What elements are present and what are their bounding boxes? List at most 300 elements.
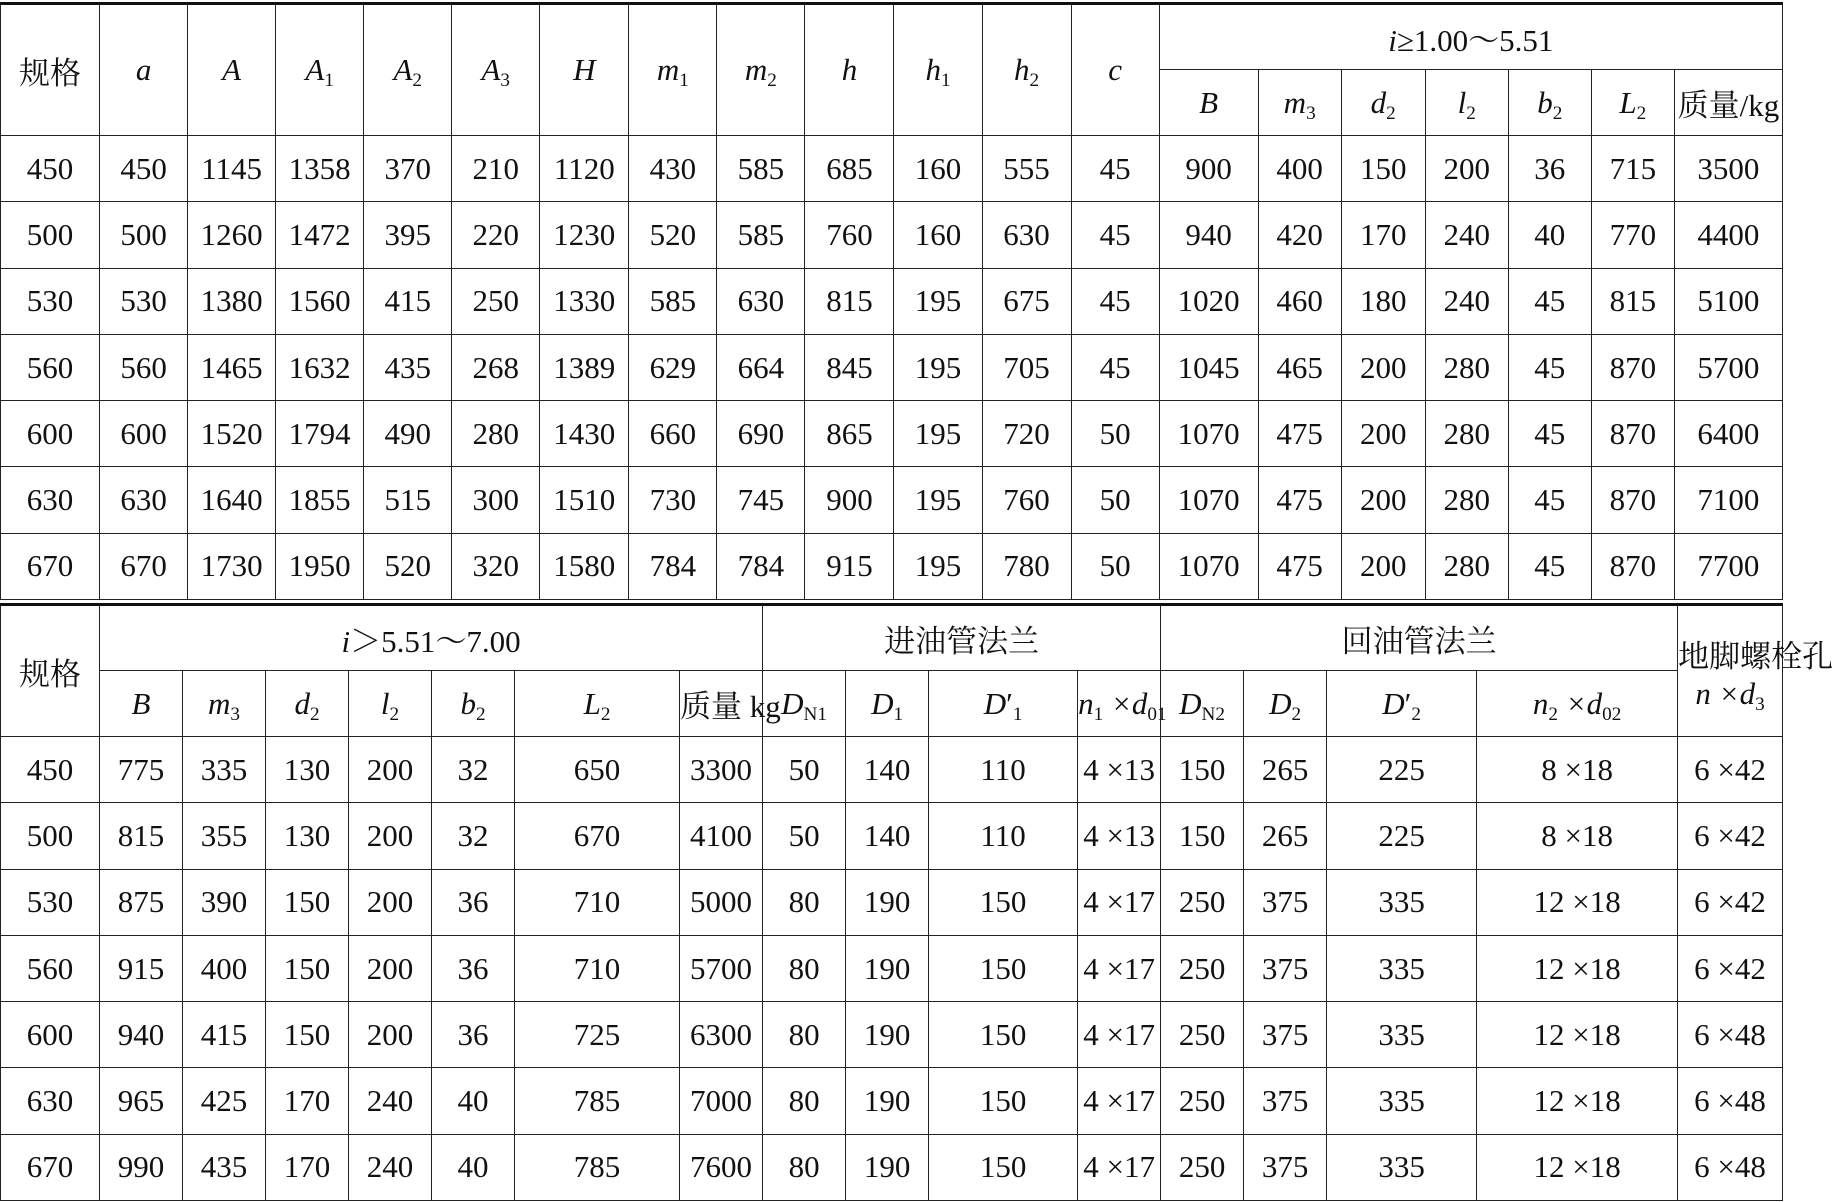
bottom-table-cell: 4 ×13 <box>1078 737 1161 803</box>
top-table-cell: 240 <box>1425 268 1508 334</box>
bottom-table-cell: 4 ×13 <box>1078 803 1161 869</box>
col-header-h2: $h_2$ <box>982 4 1071 136</box>
top-table-cell: 760 <box>805 202 894 268</box>
top-table-cell: 600 <box>1 401 100 467</box>
top-table-cell: 1632 <box>276 334 364 400</box>
top-table-cell: 630 <box>100 467 188 533</box>
top-table-cell: 760 <box>982 467 1071 533</box>
bottom-table-cell: 335 <box>1327 1068 1477 1134</box>
top-table-cell: 1794 <box>276 401 364 467</box>
bottom-table-cell: 600 <box>1 1002 100 1068</box>
top-table-cell: 520 <box>629 202 717 268</box>
top-table-cell: 555 <box>982 136 1071 202</box>
top-table-cell: 45 <box>1071 136 1159 202</box>
top-table-cell: 715 <box>1591 136 1674 202</box>
top-table-cell: 300 <box>452 467 540 533</box>
bottom-table-cell: 190 <box>846 935 929 1001</box>
bottom-table-cell: 240 <box>349 1134 432 1200</box>
top-table-cell: 500 <box>100 202 188 268</box>
bottom-table-cell: 4100 <box>680 803 763 869</box>
top-table-cell: 45 <box>1071 334 1159 400</box>
top-table-cell: 280 <box>1425 401 1508 467</box>
bottom-table-row <box>1 935 1783 1001</box>
top-table-row <box>1 467 1783 533</box>
top-table-cell: 170 <box>1341 202 1425 268</box>
bottom-table-cell: 200 <box>349 737 432 803</box>
bottom-table-cell: 80 <box>763 1002 846 1068</box>
top-table-cell: 50 <box>1071 401 1159 467</box>
bottom-table-cell: 415 <box>183 1002 266 1068</box>
bottom-table-cell: 40 <box>432 1134 515 1200</box>
top-table-cell: 7700 <box>1674 533 1782 599</box>
top-table-cell: 3500 <box>1674 136 1782 202</box>
sub-header-m3: $m_3$ <box>1258 70 1341 136</box>
bottom-table-cell: 6 ×42 <box>1678 737 1783 803</box>
bottom-table-cell: 200 <box>349 1002 432 1068</box>
top-table-cell: 430 <box>629 136 717 202</box>
top-table-cell: 1855 <box>276 467 364 533</box>
bottom-table-cell: 375 <box>1244 1002 1327 1068</box>
bottom-table-cell: 140 <box>846 737 929 803</box>
sub-header-d2-bottom: $d_2$ <box>266 671 349 737</box>
bottom-table-cell: 240 <box>349 1068 432 1134</box>
spec-table-bottom <box>0 603 1833 1201</box>
top-table-cell: 370 <box>364 136 452 202</box>
top-table-cell: 745 <box>717 467 805 533</box>
bottom-table-cell: 150 <box>929 1068 1078 1134</box>
bottom-table-cell: 4 ×17 <box>1078 1002 1161 1068</box>
top-table-cell: 560 <box>1 334 100 400</box>
bottom-table-cell: 80 <box>763 1134 846 1200</box>
bottom-table-cell: 335 <box>1327 935 1477 1001</box>
top-table-cell: 600 <box>100 401 188 467</box>
bottom-table-cell: 335 <box>1327 1002 1477 1068</box>
sub-header-m3-bottom: $m_3$ <box>183 671 266 737</box>
bottom-table-cell: 150 <box>266 1002 349 1068</box>
top-table-cell: 40 <box>1508 202 1591 268</box>
top-table-cell: 500 <box>1 202 100 268</box>
top-table-cell: 629 <box>629 334 717 400</box>
bottom-table-cell: 425 <box>183 1068 266 1134</box>
top-table-cell: 530 <box>100 268 188 334</box>
top-table-cell: 395 <box>364 202 452 268</box>
bottom-table-cell: 530 <box>1 869 100 935</box>
sub-header-b2: $b_2$ <box>1508 70 1591 136</box>
bottom-table-cell: 355 <box>183 803 266 869</box>
top-table-cell: 4400 <box>1674 202 1782 268</box>
bottom-table-cell: 250 <box>1161 1134 1244 1200</box>
bottom-table-cell: 150 <box>266 869 349 935</box>
bottom-table-cell: 375 <box>1244 1134 1327 1200</box>
top-table-cell: 685 <box>805 136 894 202</box>
bottom-table-cell: 150 <box>266 935 349 1001</box>
bottom-table-cell: 965 <box>100 1068 183 1134</box>
top-table-cell: 1560 <box>276 268 364 334</box>
top-table-cell: 815 <box>1591 268 1674 334</box>
sub-header-d2: $d_2$ <box>1341 70 1425 136</box>
top-table-cell: 320 <box>452 533 540 599</box>
top-table-cell: 45 <box>1071 202 1159 268</box>
top-table-cell: 400 <box>1258 136 1341 202</box>
top-table-cell: 160 <box>894 136 982 202</box>
top-table-cell: 515 <box>364 467 452 533</box>
group-header-ratio-high: i＞5.51～7.00 <box>100 605 763 671</box>
bottom-table-cell: 250 <box>1161 1002 1244 1068</box>
col-header-c: c <box>1071 4 1159 136</box>
bottom-table-cell: 130 <box>266 803 349 869</box>
sub-header-D2-prime: $D'_2$ <box>1327 671 1477 737</box>
bottom-table-cell: 200 <box>349 935 432 1001</box>
sub-header-b2-bottom: $b_2$ <box>432 671 515 737</box>
top-table-cell: 1358 <box>276 136 364 202</box>
top-table-cell: 940 <box>1159 202 1258 268</box>
bottom-table-cell: 170 <box>266 1068 349 1134</box>
bottom-table-cell: 915 <box>100 935 183 1001</box>
top-table-cell: 415 <box>364 268 452 334</box>
bottom-table-cell: 190 <box>846 1002 929 1068</box>
spec-header-bottom: 规格 <box>1 605 100 737</box>
col-header-m2: $m_2$ <box>717 4 805 136</box>
bottom-table-cell: 80 <box>763 1068 846 1134</box>
bottom-table-cell: 650 <box>515 737 680 803</box>
bottom-table-cell: 390 <box>183 869 266 935</box>
top-table-cell: 200 <box>1341 467 1425 533</box>
bottom-table-cell: 12 ×18 <box>1477 1002 1678 1068</box>
top-table-cell: 195 <box>894 533 982 599</box>
top-table-cell: 1145 <box>188 136 276 202</box>
bottom-table-cell: 630 <box>1 1068 100 1134</box>
top-table-cell: 195 <box>894 467 982 533</box>
bottom-table-cell: 36 <box>432 1002 515 1068</box>
top-table-cell: 1389 <box>540 334 629 400</box>
sub-header-D1: $D_1$ <box>846 671 929 737</box>
anchor-bolt-label: 地脚螺栓孔 <box>1678 638 1833 674</box>
top-table-cell: 630 <box>717 268 805 334</box>
top-table-cell: 915 <box>805 533 894 599</box>
bottom-table-cell: 200 <box>349 869 432 935</box>
top-table-cell: 664 <box>717 334 805 400</box>
top-table-cell: 200 <box>1341 334 1425 400</box>
spec-table-top <box>0 2 1783 600</box>
top-table-cell: 1070 <box>1159 467 1258 533</box>
top-table-cell: 475 <box>1258 533 1341 599</box>
group-header-return-flange: 回油管法兰 <box>1161 605 1678 671</box>
bottom-table-cell: 875 <box>100 869 183 935</box>
top-table-cell: 1380 <box>188 268 276 334</box>
top-table-cell: 36 <box>1508 136 1591 202</box>
bottom-table-cell: 785 <box>515 1068 680 1134</box>
bottom-table-cell: 710 <box>515 935 680 1001</box>
bottom-table-cell: 80 <box>763 869 846 935</box>
bottom-table-cell: 12 ×18 <box>1477 935 1678 1001</box>
bottom-table-cell: 110 <box>929 737 1078 803</box>
top-table-cell: 1730 <box>188 533 276 599</box>
bottom-table-cell: 6 ×42 <box>1678 935 1783 1001</box>
top-table-cell: 200 <box>1341 533 1425 599</box>
top-table-cell: 450 <box>1 136 100 202</box>
top-table-cell: 660 <box>629 401 717 467</box>
top-table-cell: 280 <box>1425 467 1508 533</box>
top-table-cell: 5700 <box>1674 334 1782 400</box>
bottom-table-cell: 150 <box>929 869 1078 935</box>
bottom-table-cell: 3300 <box>680 737 763 803</box>
bottom-table-cell: 710 <box>515 869 680 935</box>
bottom-table-cell: 150 <box>1161 737 1244 803</box>
top-table-cell: 475 <box>1258 467 1341 533</box>
top-table-row <box>1 334 1783 400</box>
top-table-cell: 900 <box>805 467 894 533</box>
bottom-table-cell: 40 <box>432 1068 515 1134</box>
sub-header-n1-d01: $n_1 \times d_{01}$ <box>1078 671 1161 737</box>
bottom-table-cell: 725 <box>515 1002 680 1068</box>
top-table-cell: 240 <box>1425 202 1508 268</box>
col-header-A1: $A_1$ <box>276 4 364 136</box>
top-table-cell: 670 <box>100 533 188 599</box>
sub-header-L2: $L_2$ <box>1591 70 1674 136</box>
top-table-cell: 45 <box>1508 533 1591 599</box>
bottom-table-cell: 250 <box>1161 935 1244 1001</box>
bottom-table-cell: 8 ×18 <box>1477 803 1678 869</box>
bottom-table-cell: 150 <box>1161 803 1244 869</box>
bottom-table-cell: 940 <box>100 1002 183 1068</box>
bottom-table-cell: 190 <box>846 1068 929 1134</box>
bottom-table-cell: 815 <box>100 803 183 869</box>
top-table-cell: 250 <box>452 268 540 334</box>
bottom-table-cell: 400 <box>183 935 266 1001</box>
bottom-table-cell: 7000 <box>680 1068 763 1134</box>
top-table-cell: 845 <box>805 334 894 400</box>
top-table-cell: 1045 <box>1159 334 1258 400</box>
bottom-table-cell: 775 <box>100 737 183 803</box>
top-table-cell: 900 <box>1159 136 1258 202</box>
bottom-table-cell: 6 ×42 <box>1678 869 1783 935</box>
sub-header-DN2: $D_{N2}$ <box>1161 671 1244 737</box>
top-table-cell: 630 <box>982 202 1071 268</box>
top-table-cell: 45 <box>1508 467 1591 533</box>
top-table-cell: 730 <box>629 467 717 533</box>
bottom-table-cell: 265 <box>1244 803 1327 869</box>
bottom-table-cell: 6 ×42 <box>1678 803 1783 869</box>
bottom-table-cell: 130 <box>266 737 349 803</box>
bottom-table-cell: 450 <box>1 737 100 803</box>
top-table-cell: 780 <box>982 533 1071 599</box>
bottom-table-row <box>1 737 1783 803</box>
bottom-table-cell: 4 ×17 <box>1078 869 1161 935</box>
top-table-cell: 420 <box>1258 202 1341 268</box>
top-table-cell: 450 <box>100 136 188 202</box>
sub-header-D2: $D_2$ <box>1244 671 1327 737</box>
top-table-cell: 45 <box>1508 401 1591 467</box>
bottom-table-cell: 5700 <box>680 935 763 1001</box>
top-table-cell: 1950 <box>276 533 364 599</box>
top-table-cell: 1430 <box>540 401 629 467</box>
top-table-cell: 1465 <box>188 334 276 400</box>
bottom-table-cell: 6 ×48 <box>1678 1002 1783 1068</box>
top-table-cell: 475 <box>1258 401 1341 467</box>
top-table-cell: 870 <box>1591 533 1674 599</box>
top-table-cell: 6400 <box>1674 401 1782 467</box>
top-table-row <box>1 268 1783 334</box>
top-table-cell: 865 <box>805 401 894 467</box>
top-table-cell: 870 <box>1591 401 1674 467</box>
top-table-cell: 1330 <box>540 268 629 334</box>
top-table-row <box>1 136 1783 202</box>
top-table-cell: 268 <box>452 334 540 400</box>
col-header-h: h <box>805 4 894 136</box>
bottom-table-cell: 250 <box>1161 869 1244 935</box>
bottom-table-cell: 190 <box>846 869 929 935</box>
top-table-row <box>1 202 1783 268</box>
top-table-cell: 220 <box>452 202 540 268</box>
bottom-table-row <box>1 1068 1783 1134</box>
bottom-table-cell: 785 <box>515 1134 680 1200</box>
col-header-A3: $A_3$ <box>452 4 540 136</box>
top-table-cell: 45 <box>1508 334 1591 400</box>
top-table-cell: 160 <box>894 202 982 268</box>
top-table-cell: 465 <box>1258 334 1341 400</box>
bottom-table-cell: 36 <box>432 869 515 935</box>
top-table-cell: 870 <box>1591 334 1674 400</box>
col-header-A: A <box>188 4 276 136</box>
top-table-row <box>1 533 1783 599</box>
bottom-table-cell: 5000 <box>680 869 763 935</box>
group-header-inlet-flange: 进油管法兰 <box>763 605 1161 671</box>
bottom-table-cell: 560 <box>1 935 100 1001</box>
sub-header-L2-bottom: $L_2$ <box>515 671 680 737</box>
bottom-table-cell: 335 <box>1327 869 1477 935</box>
top-table-cell: 1070 <box>1159 533 1258 599</box>
top-table-cell: 585 <box>717 202 805 268</box>
sub-header-B: B <box>1159 70 1258 136</box>
top-table-cell: 870 <box>1591 467 1674 533</box>
bottom-table-cell: 375 <box>1244 935 1327 1001</box>
top-table-cell: 720 <box>982 401 1071 467</box>
bottom-table-cell: 150 <box>929 1002 1078 1068</box>
group-header-ratio-low: i≥1.00～5.51 <box>1159 4 1782 70</box>
bottom-table-cell: 4 ×17 <box>1078 1068 1161 1134</box>
top-table-row <box>1 401 1783 467</box>
top-table-cell: 45 <box>1071 268 1159 334</box>
bottom-table-cell: 190 <box>846 1134 929 1200</box>
top-table-cell: 200 <box>1425 136 1508 202</box>
top-table-cell: 195 <box>894 334 982 400</box>
bottom-table-cell: 50 <box>763 803 846 869</box>
mass-header-bottom: 质量 kg <box>680 671 763 737</box>
bottom-table-cell: 435 <box>183 1134 266 1200</box>
bottom-table-cell: 8 ×18 <box>1477 737 1678 803</box>
top-table-cell: 195 <box>894 401 982 467</box>
top-table-cell: 1070 <box>1159 401 1258 467</box>
top-table-cell: 180 <box>1341 268 1425 334</box>
bottom-table-cell: 12 ×18 <box>1477 1134 1678 1200</box>
sub-header-l2-bottom: $l_2$ <box>349 671 432 737</box>
sub-header-DN1: $D_{N1}$ <box>763 671 846 737</box>
bottom-table-cell: 150 <box>929 935 1078 1001</box>
top-table-cell: 530 <box>1 268 100 334</box>
top-table-cell: 770 <box>1591 202 1674 268</box>
top-table-cell: 50 <box>1071 467 1159 533</box>
bottom-table-row <box>1 869 1783 935</box>
sub-header-D1-prime: $D'_1$ <box>929 671 1078 737</box>
bottom-table-cell: 265 <box>1244 737 1327 803</box>
top-table-cell: 690 <box>717 401 805 467</box>
top-table-cell: 815 <box>805 268 894 334</box>
top-table-cell: 784 <box>629 533 717 599</box>
col-header-m1: $m_1$ <box>629 4 717 136</box>
top-table-cell: 7100 <box>1674 467 1782 533</box>
top-table-cell: 630 <box>1 467 100 533</box>
top-table-cell: 1120 <box>540 136 629 202</box>
top-table-cell: 280 <box>1425 533 1508 599</box>
top-table-cell: 1520 <box>188 401 276 467</box>
sub-header-l2: $l_2$ <box>1425 70 1508 136</box>
mass-header: 质量/kg <box>1674 70 1782 136</box>
bottom-table-cell: 32 <box>432 803 515 869</box>
bottom-table-cell: 12 ×18 <box>1477 1068 1678 1134</box>
bottom-table-cell: 50 <box>763 737 846 803</box>
bottom-table-cell: 110 <box>929 803 1078 869</box>
bottom-table-cell: 335 <box>183 737 266 803</box>
bottom-table-cell: 225 <box>1327 803 1477 869</box>
bottom-table-cell: 225 <box>1327 737 1477 803</box>
bottom-table-cell: 250 <box>1161 1068 1244 1134</box>
bottom-table-row <box>1 1002 1783 1068</box>
top-table-cell: 50 <box>1071 533 1159 599</box>
top-table-cell: 435 <box>364 334 452 400</box>
sub-header-B-bottom: B <box>100 671 183 737</box>
top-table-cell: 460 <box>1258 268 1341 334</box>
top-table-cell: 585 <box>629 268 717 334</box>
top-table-cell: 784 <box>717 533 805 599</box>
bottom-table-cell: 12 ×18 <box>1477 869 1678 935</box>
bottom-table-row <box>1 803 1783 869</box>
col-header-A2: $A_2$ <box>364 4 452 136</box>
bottom-table-cell: 6 ×48 <box>1678 1068 1783 1134</box>
col-header-h1: $h_1$ <box>894 4 982 136</box>
bottom-table-row <box>1 1134 1783 1200</box>
bottom-table-cell: 32 <box>432 737 515 803</box>
spec-header: 规格 <box>1 4 100 136</box>
bottom-table-cell: 140 <box>846 803 929 869</box>
top-table-cell: 280 <box>1425 334 1508 400</box>
top-table-cell: 520 <box>364 533 452 599</box>
anchor-bolt-formula: $n \times d_3$ <box>1695 675 1765 715</box>
bottom-table-body <box>1 737 1783 1201</box>
col-header-a: a <box>100 4 188 136</box>
top-table-body <box>1 136 1783 600</box>
bottom-table-cell: 6 ×48 <box>1678 1134 1783 1200</box>
sub-header-n2-d02: $n_2 \times d_{02}$ <box>1477 671 1678 737</box>
top-table-cell: 585 <box>717 136 805 202</box>
bottom-table-cell: 4 ×17 <box>1078 1134 1161 1200</box>
bottom-table-cell: 150 <box>929 1134 1078 1200</box>
top-table-cell: 45 <box>1508 268 1591 334</box>
top-table-cell: 195 <box>894 268 982 334</box>
top-table-cell: 1260 <box>188 202 276 268</box>
bottom-table-cell: 375 <box>1244 869 1327 935</box>
bottom-table-cell: 335 <box>1327 1134 1477 1200</box>
top-table-cell: 210 <box>452 136 540 202</box>
top-table-cell: 560 <box>100 334 188 400</box>
top-table-cell: 150 <box>1341 136 1425 202</box>
top-table-cell: 5100 <box>1674 268 1782 334</box>
top-table-cell: 490 <box>364 401 452 467</box>
top-table-cell: 200 <box>1341 401 1425 467</box>
top-table-cell: 1510 <box>540 467 629 533</box>
col-header-H: H <box>540 4 629 136</box>
top-table-cell: 1580 <box>540 533 629 599</box>
bottom-table-cell: 170 <box>266 1134 349 1200</box>
